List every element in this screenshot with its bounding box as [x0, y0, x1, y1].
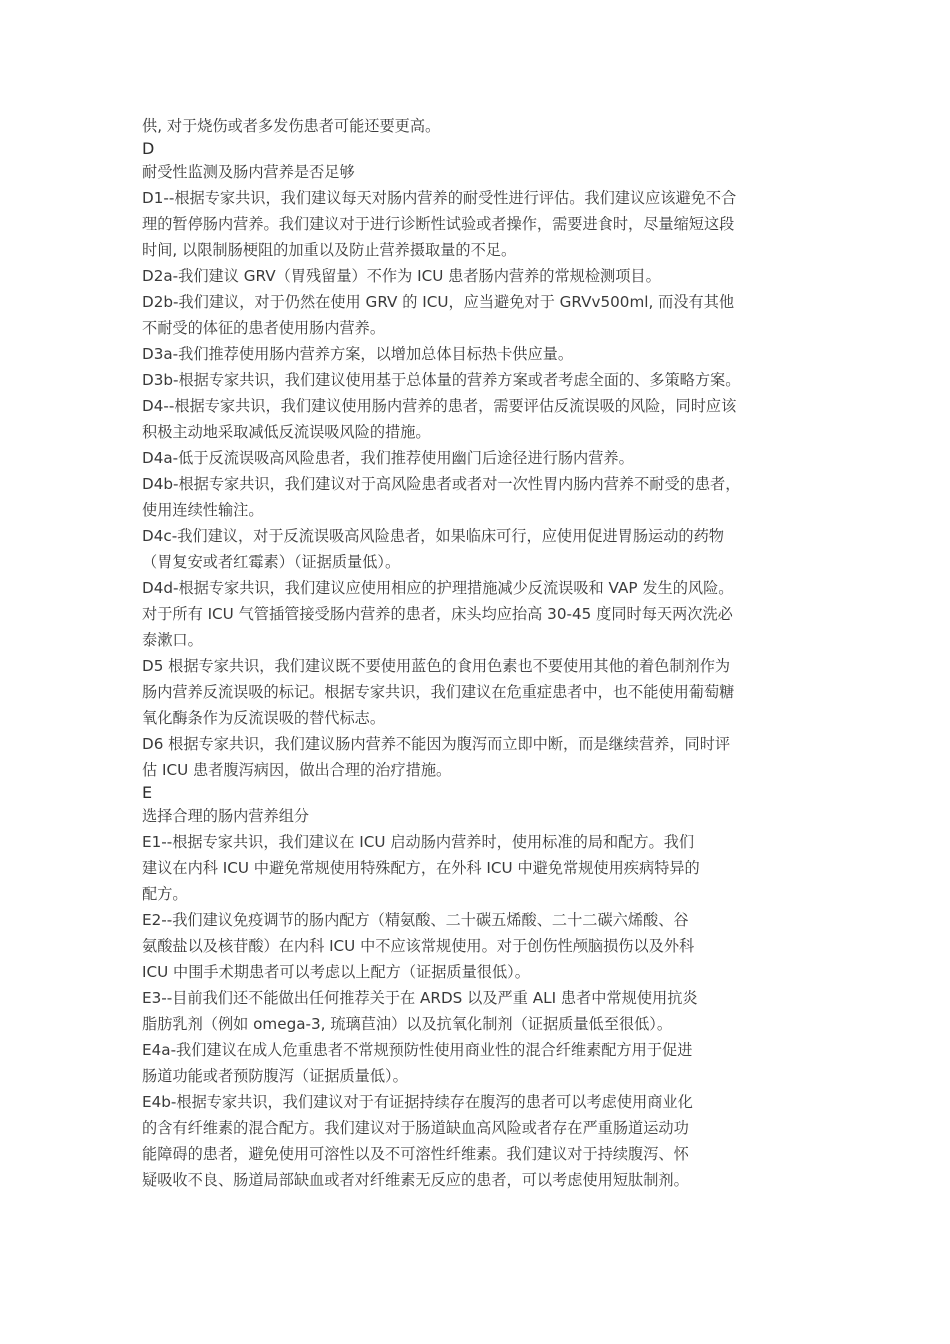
text-line: D2a-我们建议 GRV（胃残留量）不作为 ICU 患者肠内营养的常规检测项目。 [142, 267, 661, 285]
text-line: D3b-根据专家共识，我们建议使用基于总体量的营养方案或者考虑全面的、多策略方案。 [142, 371, 741, 389]
text-line: 使用连续性输注。 [142, 501, 264, 519]
text-line: D4b-根据专家共识，我们建议对于高风险患者或者对一次性胃内肠内营养不耐受的患者， [142, 475, 741, 493]
text-line: E4a-我们建议在成人危重患者不常规预防性使用商业性的混合纤维素配方用于促进 [142, 1041, 693, 1059]
text-line: D4d-根据专家共识，我们建议应使用相应的护理措施减少反流误吸和 VAP 发生的风险。 [142, 579, 734, 597]
text-line: 能障碍的患者，避免使用可溶性以及不可溶性纤维素。我们建议对于持续腹泻、怀 [142, 1145, 689, 1163]
text-line: D4c-我们建议，对于反流误吸高风险患者，如果临床可行，应使用促进胃肠运动的药物 [142, 527, 724, 545]
section-heading: D [142, 139, 155, 158]
text-line: 估 ICU 患者腹泻病因，做出合理的治疗措施。 [142, 761, 452, 779]
text-line: 泰漱口。 [142, 631, 203, 649]
text-line: E4b-根据专家共识，我们建议对于有证据持续存在腹泻的患者可以考虑使用商业化 [142, 1093, 693, 1111]
text-line: 不耐受的体征的患者使用肠内营养。 [142, 319, 385, 337]
text-line: 的含有纤维素的混合配方。我们建议对于肠道缺血高风险或者存在严重肠道运动功 [142, 1119, 689, 1137]
text-line: 肠道功能或者预防腹泻（证据质量低）。 [142, 1067, 408, 1085]
text-line: 氨酸盐以及核苷酸）在内科 ICU 中不应该常规使用。对于创伤性颅脑损伤以及外科 [142, 937, 695, 955]
section-heading: E [142, 783, 153, 802]
text-line: 对于所有 ICU 气管插管接受肠内营养的患者，床头均应抬高 30-45 度同时每天两次洗必 [142, 605, 733, 623]
text-line: D1--根据专家共识，我们建议每天对肠内营养的耐受性进行评估。我们建议应该避免不合 [142, 189, 737, 207]
document-page [142, 113, 812, 1193]
text-line: D5 根据专家共识，我们建议既不要使用蓝色的食用色素也不要使用其他的着色制剂作为 [142, 657, 731, 675]
text-line: ICU 中围手术期患者可以考虑以上配方（证据质量很低）。 [142, 963, 530, 981]
text-line: 积极主动地采取减低反流误吸风险的措施。 [142, 423, 431, 441]
text-line: D6 根据专家共识，我们建议肠内营养不能因为腹泻而立即中断，而是继续营养，同时评 [142, 735, 731, 753]
text-line: 选择合理的肠内营养组分 [142, 807, 310, 825]
text-line: （胃复安或者红霉素）（证据质量低）。 [142, 553, 401, 571]
text-line: 理的暂停肠内营养。我们建议对于进行诊断性试验或者操作，需要进食时，尽量缩短这段 [142, 215, 735, 233]
text-line: 脂肪乳剂（例如 omega-3, 琉璃苣油）以及抗氧化制剂（证据质量低至很低）。 [142, 1015, 673, 1033]
text-line: 耐受性监测及肠内营养是否足够 [142, 163, 355, 181]
text-line: E2--我们建议免疫调节的肠内配方（精氨酸、二十碳五烯酸、二十二碳六烯酸、谷 [142, 911, 689, 929]
text-line: 时间, 以限制肠梗阻的加重以及防止营养摄取量的不足。 [142, 241, 517, 259]
text-line: 疑吸收不良、肠道局部缺血或者对纤维素无反应的患者，可以考虑使用短肽制剂。 [142, 1171, 689, 1189]
text-line: D4a-低于反流误吸高风险患者，我们推荐使用幽门后途径进行肠内营养。 [142, 449, 634, 467]
text-line: D2b-我们建议，对于仍然在使用 GRV 的 ICU，应当避免对于 GRVv500ml, 而没有其他 [142, 293, 735, 311]
text-line: E3--目前我们还不能做出任何推荐关于在 ARDS 以及严重 ALI 患者中常规使用抗炎 [142, 989, 698, 1007]
text-line: 供, 对于烧伤或者多发伤患者可能还要更高。 [142, 117, 441, 135]
text-line: E1--根据专家共识，我们建议在 ICU 启动肠内营养时，使用标准的局和配方。我们 [142, 833, 695, 851]
text-line: D4--根据专家共识，我们建议使用肠内营养的患者，需要评估反流误吸的风险，同时应该 [142, 397, 737, 415]
text-line: 建议在内科 ICU 中避免常规使用特殊配方，在外科 ICU 中避免常规使用疾病特异的 [142, 859, 700, 877]
text-line: 肠内营养反流误吸的标记。根据专家共识，我们建议在危重症患者中，也不能使用葡萄糖 [142, 683, 735, 701]
text-line: D3a-我们推荐使用肠内营养方案，以增加总体目标热卡供应量。 [142, 345, 574, 363]
text-line: 配方。 [142, 885, 188, 903]
text-line: 氧化酶条作为反流误吸的替代标志。 [142, 709, 385, 727]
